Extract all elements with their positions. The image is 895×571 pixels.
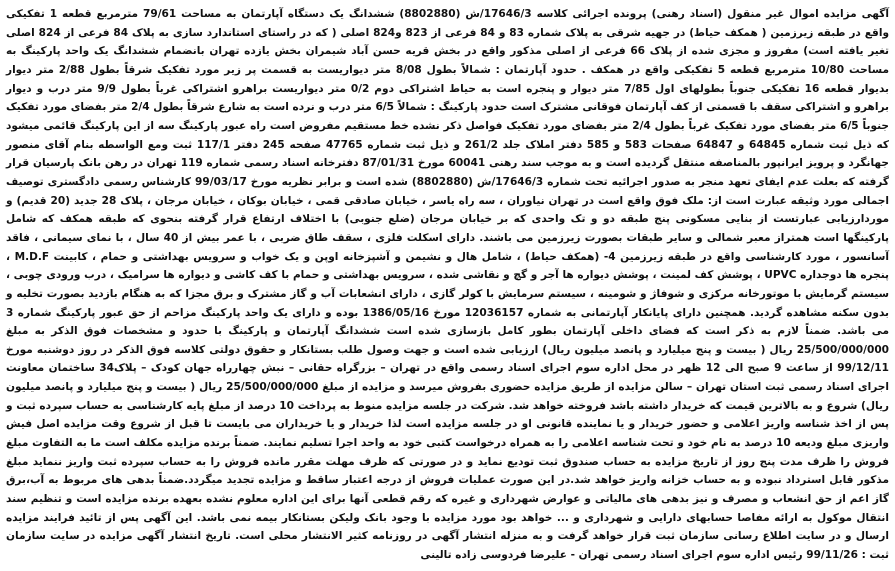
auction-notice-paragraph: آگهی مزایده اموال غیر منقول (اسناد رهنی) پرونده اجرائی کلاسه 17646/3/ش (8802880) ششدانگ یک دستگاه آپارتمان به مساحت 79/61 مترمربع قطعه 1 تفکیکی واقع در طبقه زیرزمین ( همکف حیاط) در جهیه شرقی به پلاک شماره 83 و 84 فرعی از 823 و824 اصلی ( که در راستای استاندارد سازی به پلاک 84 فرعی از 824 اصلی تغیر یافته است) مفروز و مجزی شده از پلاک 66 فرعی از اصلی مذکور واقع در بخش قریه حسن آباد شیمران بخش یازده تهران بانضمام ششدانگ یک واحد پارکینگ به مساحت 10/80 مترمربع قطعه 5 تفکیکی واقع در همکف . حدود آپارتمان : شمالاً بطول 8/08 متر دیواریست به قسمت پر زیر مورد تفکیک شرقاً بطول 2/88 متر دیوار بدیوار قطعه 16 تفکیکی جنوباً بطولهای اول 7/85 متر دیوار و پنجره است به حیاط اشتراکی دوم 0/2 متر دیواریست براهرو اشتراکی غرباً بطول 9/9 متر درب و دیوار براهرو و اشتراکی سقف با قسمتی از کف آپارتمان فوقانی مشترک است حدود پارکینگ : شمالاً 6/5 متر درب و نرده است به شارع شرقاً بطول 2/4 متر بفضای مورد تفکیک جنوباً 6/5 متر بفضای مورد تفکیک غرباً بطول 2/4 متر بفضای مورد تفکیک فواصل ذکر نشده خط مستقیم مفروض است راه عبور پارکینگ سه از این پارکینگ قائمی میشود که ذیل ثبت شماره 64845 و 64847 صفحات 583 و 585 دفتر املاک جلد 261/2 و ذیل ثبت شماره 47765 صفحه 245 دفتر 117/1 ثبت ومع الواسطه بنام آقای منصور جهانگرد و پرویز ایرانپور بالمناصفه منتقل گردیده است و به موجب سند رهنی 60041 مورخ 87/01/31 دفترخانه اسناد رسمی شماره 119 تهران در رهن بانک پارسیان قرار گرفته که بعلت عدم ایفای تعهد منجر به صدور اجرائیه تحت شماره 17646/3/ش (8802880) شده است و برابر نظریه مورخ 99/03/17 کارشناس رسمی دادگستری توصیف اجمالی مورد وثیقه عبارت است از: ملک فوق واقع است در تهران نیاوران ، سه راه یاسر ، خیابان صادقی قمی ، خیابان بوکان ، خیابان مرجان ، پلاک 28 جدید (20 قدیم) و موردارزیابی عبارتست از بنایی مسکونی پنج طبقه دو و تک واحدی که بر خیابان مرجان (ضلع جنوبی) با اختلاف ارتفاع قرار گرفته بنحوی که طبقه همکف که شامل پارکینگها است همتراز معبر شمالی و سایر طبقات بصورت زیرزمین می باشند. دارای اسکلت فلزی ، سقف طاق ضربی ، با عمر بیش از 40 سال ، با نمای سیمانی ، فاقد آسانسور ، مورد کارشناسی واقع در طبقه زیرزمین 4- (همکف حیاط) ، شامل هال و نشیمن و آشپزخانه اوپن و یک خواب و سرویس بهداشتی و حمام ، کابینت M.D.F ، پنجره ها دوجداره UPVC ، پوشش کف لمینت ، پوشش دیواره ها آجر و گچ و نقاشی شده ، سرویس بهداشتی و حمام با کف کاشی و دیواره ها سرامیک ، درب ورودی چوبی ، سیستم گرمایش با موتورخانه مرکزی و شوفاژ و شومینه ، سیستم سرمایش با کولر گازی ، دارای انشعابات آب و گاز مشترک و برق مجزا که به هنگام بازدید بصورت تخلیه و بدون سکنه مشاهده گردید. همچنین دارای پایانکار آپارتمانی به شماره 12036157 مورخ 1386/05/16 بوده و دارای یک واحد پارکینگ مزاحم از حق عبور پارکینگ شماره 3 می باشد. ضمناً لازم به ذکر است که فضای داخلی آپارتمان بطور کامل بازسازی شده است ششدانگ آپارتمان و پارکینگ با حدود و مشخصات فوق الذکر به مبلغ 25/500/000/000 ریال ( بیست و پنج میلیارد و پانصد میلیون ریال) ارزیابی شده است و جهت وصول طلب بستانکار و حقوق دولتی کلاسه فوق الذکر در روز دوشنبه مورخ 99/12/11 از ساعت 9 صبح الی 12 ظهر در محل اداره سوم اجرای اسناد رسمی واقع در تهران – بزرگراه حقانی – نبش چهارراه جهان کودک – پلاک34 ساختمان معاونت اجرای اسناد رسمی ثبت استان تهران – سالن مزایده از طریق مزایده حضوری بفروش میرسد و مزایده از مبلغ 25/500/000/000 ریال ( بیست و پنج میلیارد و پانصد میلیون ریال) شروع و به بالاترین قیمت که خریدار داشته باشد فروخته خواهد شد. شرکت در جلسه مزایده منوط به پرداخت 10 درصد از مبلغ پایه کارشناسی به حساب سپرده ثبت و پس از اخذ شناسه واریز اعلامی و حضور خریدار و یا نماینده قانونی او در جلسه مزایده است لذا خریدار و یا خریداران می بایست تا قبل از شروع وقت مزایده اصل فیش واریزی مبلغ ودیعه 10 درصد به نام خود و تحت شناسه اعلامی را به همراه درخواست کتبی خود به واحد اجرا تسلیم نمایند. ضمناً برنده مزایده مکلف است ما به التفاوت مبلغ فروش را ظرف مدت پنج روز از تاریخ مزایده به حساب صندوق ثبت توديع نمايد و در صورتی که ظرف مهلت مقرر مانده فروش را به حساب سپرده ثبت واریز ننماید مبلغ مذکور قابل استرداد نبوده و به حساب خزانه واریز خواهد شد.در این صورت عملیات فروش از درجه اعتبار ساقط و مزایده تجدید میگردد.ضمناً بدهی های مربوط به آب،برق گاز اعم از حق انشعاب و مصرف و نیز بدهی های مالیاتی و عوارض شهرداری و غیره که رقم قطعی آنها برای این اداره معلوم نشده بعهده برنده مزایده است و تنظیم سند انتقال موکول به ارائه مفاصا حسابهای دارایی و شهرداری و ... خواهد بود مورد مزایده با وجود بانک ولیکن بستانکار بیمه نمی باشد. این آگهی پس از تائید فرایند مزایده ارسال و در سایت اطلاع رسانی سازمان ثبت قرار خواهد گرفت و به منزله انتشار آگهی در روزنامه کثیر الانتشار محلی است. تاریخ انتشار آگهی مزایده در سایت سازمان ثبت : 99/11/26 رئیس اداره سوم اجرای اسناد رسمی تهران - علیرضا فردوسی زاده تالینی: [6, 8, 890, 562]
